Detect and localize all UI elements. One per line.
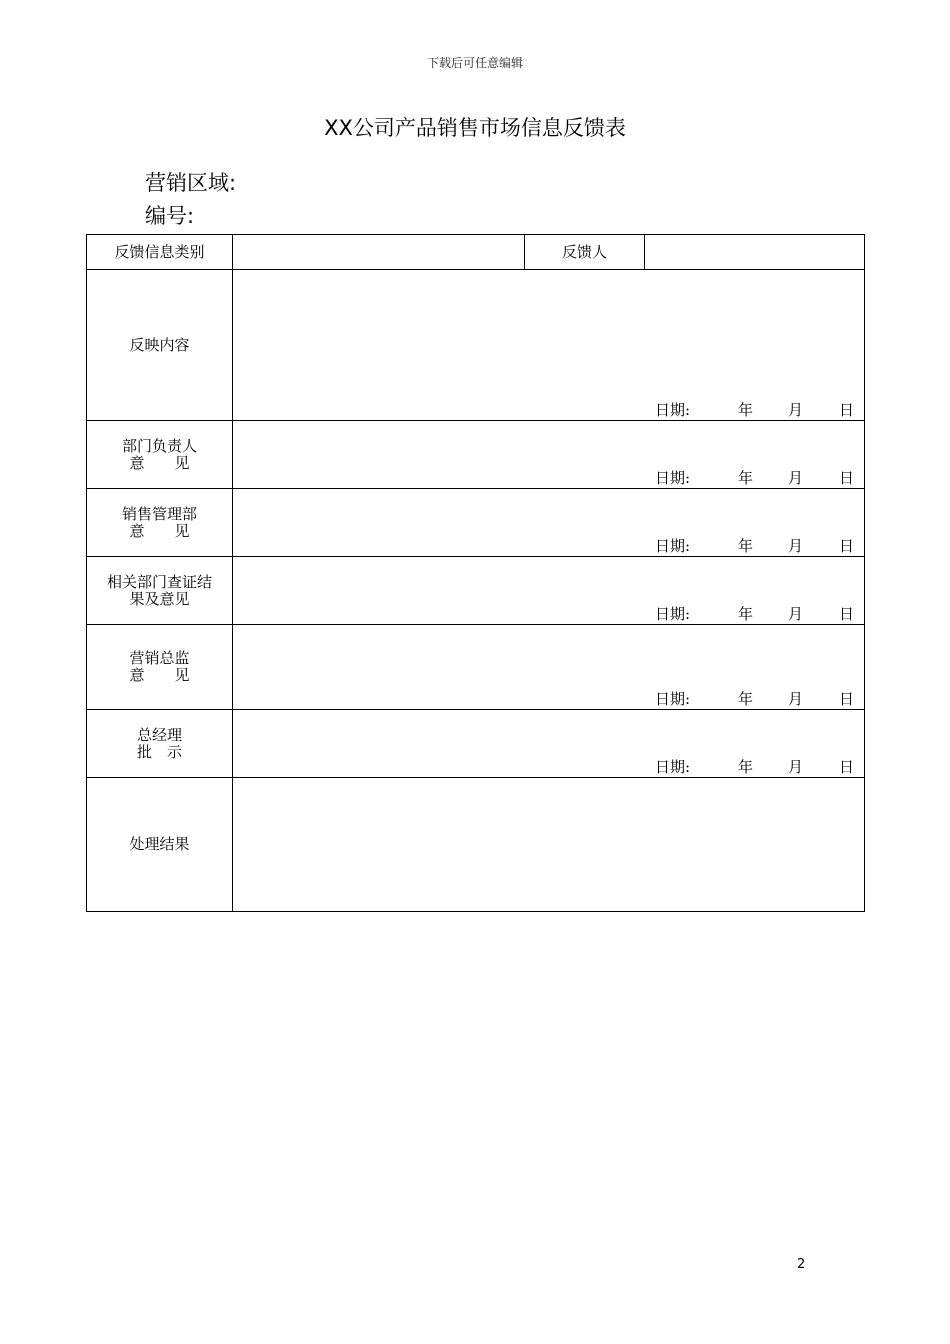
- row-label-line: 意 见: [129, 666, 190, 684]
- row-label-dept-head: [87, 421, 233, 489]
- category-label: 反馈信息类别: [87, 235, 233, 270]
- year-label: 年: [738, 758, 754, 776]
- date-line: [655, 604, 855, 624]
- row-label-line: 批 示: [136, 742, 182, 761]
- feedback-person-field[interactable]: [645, 235, 865, 270]
- month-label: 月: [788, 469, 804, 487]
- row-label-line: 营销总监: [129, 649, 190, 667]
- row-label-line: 相关部门查证结: [106, 572, 212, 591]
- row-label-sales-mgmt: [87, 489, 233, 557]
- row-label-general-manager: [87, 710, 233, 778]
- related-dept-opinion-field[interactable]: [233, 557, 865, 625]
- table-row: [87, 270, 865, 421]
- date-line: [655, 757, 855, 777]
- month-label: 月: [788, 401, 804, 419]
- date-label: 日期:: [655, 605, 691, 623]
- row-label-result: [87, 778, 233, 912]
- month-label: 月: [788, 690, 804, 708]
- category-field[interactable]: [233, 235, 525, 270]
- row-label-line: 意 见: [129, 521, 190, 540]
- day-label: 日: [839, 605, 855, 623]
- row-label-marketing-director: [87, 625, 233, 710]
- region-label: 营销区域:: [145, 171, 237, 195]
- row-label-line: 销售管理部: [121, 504, 197, 523]
- table-row: [87, 710, 865, 778]
- day-label: 日: [839, 537, 855, 555]
- table-row-header: [87, 235, 865, 270]
- form-title: XX公司产品销售市场信息反馈表: [324, 116, 626, 140]
- year-label: 年: [738, 401, 754, 419]
- month-label: 月: [788, 758, 804, 776]
- feedback-person-label: 反馈人: [525, 235, 645, 270]
- date-line: [655, 536, 855, 556]
- year-label: 年: [738, 690, 754, 708]
- page-number: 2: [797, 1257, 806, 1272]
- row-label-line: 反映内容: [129, 335, 190, 354]
- date-line: [655, 689, 855, 709]
- row-label-line: 果及意见: [129, 589, 190, 608]
- dept-head-opinion-field[interactable]: [233, 421, 865, 489]
- year-label: 年: [738, 537, 754, 555]
- table-row: [87, 557, 865, 625]
- day-label: 日: [839, 401, 855, 419]
- row-label-line: 总经理: [136, 725, 182, 744]
- date-line: [655, 400, 855, 420]
- row-label-line: 部门负责人: [121, 436, 197, 455]
- day-label: 日: [839, 758, 855, 776]
- date-label: 日期:: [655, 401, 691, 419]
- row-label-content: [87, 270, 233, 421]
- month-label: 月: [788, 605, 804, 623]
- date-label: 日期:: [655, 758, 691, 776]
- content-field[interactable]: [233, 270, 865, 421]
- day-label: 日: [839, 469, 855, 487]
- date-line: [655, 468, 855, 488]
- page-header-note: 下载后可任意编辑: [426, 56, 523, 70]
- month-label: 月: [788, 537, 804, 555]
- sales-mgmt-opinion-field[interactable]: [233, 489, 865, 557]
- year-label: 年: [738, 469, 754, 487]
- table-row: [87, 489, 865, 557]
- year-label: 年: [738, 605, 754, 623]
- date-label: 日期:: [655, 690, 691, 708]
- general-manager-approval-field[interactable]: [233, 710, 865, 778]
- number-label: 编号:: [145, 204, 195, 228]
- table-row: [87, 778, 865, 912]
- row-label-related-dept: [87, 557, 233, 625]
- marketing-director-opinion-field[interactable]: [233, 625, 865, 710]
- day-label: 日: [839, 690, 855, 708]
- row-label-line: 处理结果: [129, 835, 190, 853]
- date-label: 日期:: [655, 469, 691, 487]
- feedback-form-table: [86, 234, 865, 912]
- result-field[interactable]: [233, 778, 865, 912]
- row-label-line: 意 见: [129, 453, 190, 472]
- date-label: 日期:: [655, 537, 691, 555]
- table-row: [87, 421, 865, 489]
- table-row: [87, 625, 865, 710]
